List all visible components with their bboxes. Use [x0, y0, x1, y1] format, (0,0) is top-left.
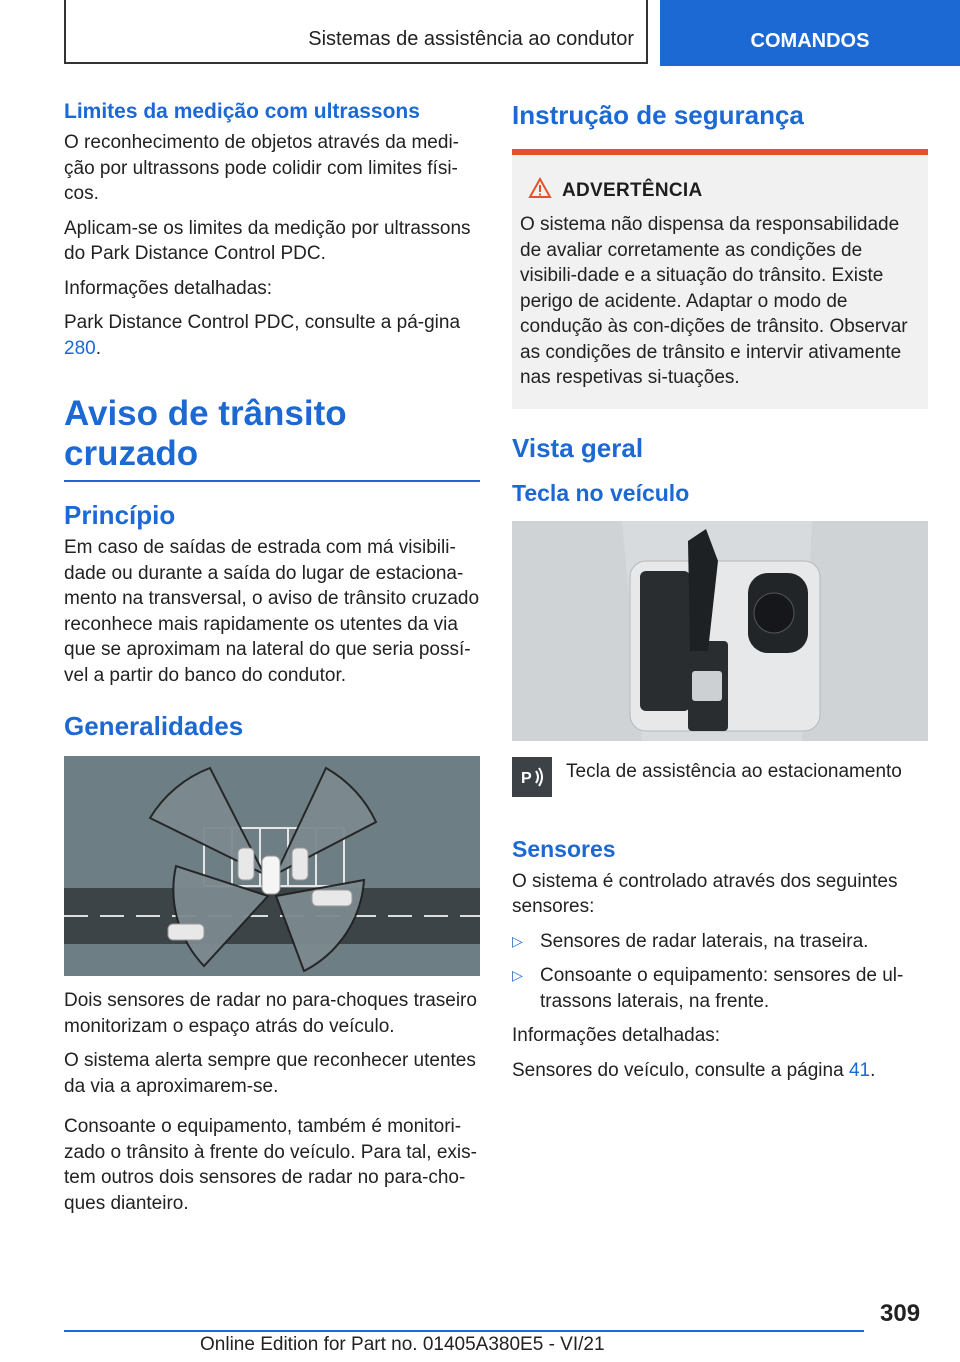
page-number: 309 [880, 1300, 921, 1327]
key-heading: Tecla no veículo [512, 479, 690, 506]
limits-heading: Limites da medição com ultrassons [64, 100, 420, 123]
sensors-ref-suffix: . [870, 1059, 876, 1081]
svg-text:P: P [521, 769, 532, 787]
limits-ref-suffix: . [95, 337, 101, 359]
right-column [512, 100, 928, 1092]
general-paragraph-1: Dois sensores de radar no para-choques traseiro monitorizam o espaço atrás do veículo. [64, 990, 477, 1037]
limits-paragraph-3: Informações detalhadas: [64, 277, 273, 299]
sensors-intro: O sistema é controlado através dos seguintes sensores: [512, 870, 898, 917]
warning-header [520, 177, 920, 204]
sensors-reference [512, 1058, 928, 1084]
principle-heading: Princípio [64, 500, 176, 530]
key-legend [512, 757, 928, 802]
warning-title: ADVERTÊNCIA [562, 179, 703, 201]
sensors-ref-text: Sensores do veículo, consulte a página [512, 1059, 849, 1081]
page-header [0, 0, 960, 66]
general-paragraph-2: O sistema alerta sempre que reconhecer utentes da via a aproximarem-se. [64, 1050, 476, 1097]
limits-paragraph-4 [64, 310, 480, 361]
triangle-bullet-icon: ▷ [512, 932, 523, 949]
console-photo [512, 521, 928, 741]
radar-diagram [64, 756, 480, 976]
overview-heading: Vista geral [512, 432, 644, 463]
edition-footer: Online Edition for Part no. 01405A380E5 - VI/21 [200, 1334, 605, 1355]
header-frame [64, 0, 648, 64]
warning-text: O sistema não dispensa da responsabilidade de avaliar corretamente as condições de visibili-dade e a situação do trânsito. Existe perigo de acidente. Adaptar o modo de condução às con-dições de trânsito. Observar as condições de trânsito e intervir ativamente nas respetivas si-tuações. [520, 214, 908, 388]
limits-paragraph-2: Aplicam-se os limites da medição por ultrassons do Park Distance Control PDC. [64, 217, 471, 264]
warning-box [512, 149, 928, 409]
sensor-item [512, 963, 928, 1023]
sensor-item-text: Consoante o equipamento: sensores de ul-trassons laterais, na frente. [540, 965, 904, 1012]
key-caption: Tecla de assistência ao estacionamento [566, 760, 902, 782]
limits-ref-text: Park Distance Control PDC, consulte a pá-gina [64, 312, 461, 333]
sensor-item [512, 929, 928, 964]
general-heading: Generalidades [64, 711, 244, 741]
left-column [64, 100, 480, 1225]
general-paragraph-3: Consoante o equipamento, também é monitori-zado o trânsito à frente do veículo. Para tal, exis-tem outros dois sensores de radar no para-cho-ques dianteiro. [64, 1116, 477, 1214]
safety-heading: Instrução de segurança [512, 100, 804, 130]
parking-assist-button-icon [512, 757, 552, 802]
footer-rule [64, 1330, 864, 1332]
main-heading: Aviso de trânsito cruzado [64, 394, 480, 482]
sensors-info: Informações detalhadas: [512, 1025, 721, 1046]
triangle-bullet-icon: ▷ [512, 967, 523, 983]
chapter-tab: COMANDOS [660, 0, 960, 66]
page-link-280[interactable]: 280 [64, 337, 96, 359]
cross-traffic-illustration [64, 756, 480, 976]
principle-paragraph: Em caso de saídas de estrada com má visibili-dade ou durante a saída do lugar de estaciona-mento na transversal, o aviso de trânsito cruzado reconhece mais rapidamente os utentes da via que se aproximam na lateral do que seria possí-vel a partir do banco do condutor. [64, 537, 480, 686]
section-title: Sistemas de assistência ao condutor [308, 28, 634, 50]
sensor-item-text: Sensores de radar laterais, na traseira. [540, 930, 869, 952]
page-link-41[interactable]: 41 [848, 1059, 871, 1081]
warning-triangle-icon [528, 177, 552, 204]
limits-paragraph-1: O reconhecimento de objetos através da medi-ção por ultrassons pode colidir com limites físi-cos. [64, 132, 459, 204]
sensors-heading: Sensores [512, 835, 616, 862]
center-console-illustration [512, 521, 928, 741]
